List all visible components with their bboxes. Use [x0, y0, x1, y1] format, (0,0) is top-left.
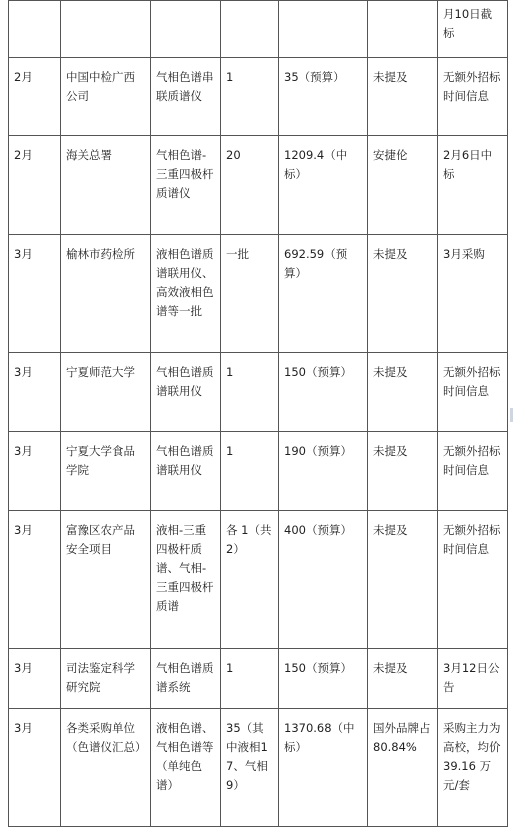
cell-month: 3月: [9, 649, 61, 709]
cell-note: 2月6日中标: [438, 136, 508, 235]
table-row: [9, 432, 508, 511]
cell-unit: 司法鉴定科学研究院: [61, 649, 151, 709]
cell-qty: 1: [221, 649, 279, 709]
cell-amount: [279, 1, 368, 58]
cell-note: 无额外招标时间信息: [438, 432, 508, 511]
cell-note: 月10日截标: [438, 1, 508, 58]
cell-note: 无额外招标时间信息: [438, 353, 508, 432]
cell-note: 无额外招标时间信息: [438, 58, 508, 136]
cell-unit: 海关总署: [61, 136, 151, 235]
cell-qty: [221, 1, 279, 58]
cell-brand: 未提及: [368, 511, 438, 649]
cell-brand: 未提及: [368, 58, 438, 136]
table-row: [9, 235, 508, 353]
cell-brand: 国外品牌占 80.84%: [368, 709, 438, 827]
cell-amount: 400（预算）: [279, 511, 368, 649]
cell-month: 3月: [9, 709, 61, 827]
cell-brand: 未提及: [368, 235, 438, 353]
table-row: [9, 58, 508, 136]
cell-brand: 未提及: [368, 649, 438, 709]
cell-qty: 一批: [221, 235, 279, 353]
cell-unit: 榆林市药检所: [61, 235, 151, 353]
cell-equipment: 气相色谱串联质谱仪: [151, 58, 221, 136]
cell-brand: 未提及: [368, 432, 438, 511]
table-row: [9, 709, 508, 827]
cell-unit: 各类采购单位（色谱仪汇总）: [61, 709, 151, 827]
cell-month: 3月: [9, 511, 61, 649]
cell-unit: 富豫区农产品安全项目: [61, 511, 151, 649]
table-row: [9, 353, 508, 432]
table-row: [9, 136, 508, 235]
cell-equipment: 液相色谱质谱联用仪、高效液相色谱等一批: [151, 235, 221, 353]
cell-note: 3月采购: [438, 235, 508, 353]
cell-equipment: 气相色谱质谱联用仪: [151, 432, 221, 511]
cell-qty: 各 1（共 2）: [221, 511, 279, 649]
cell-note: 采购主力为高校，均价 39.16 万元/套: [438, 709, 508, 827]
cell-amount: 1370.68（中标）: [279, 709, 368, 827]
cell-brand: 未提及: [368, 353, 438, 432]
cell-month: [9, 1, 61, 58]
cell-unit: [61, 1, 151, 58]
procurement-table: [8, 0, 508, 827]
cell-equipment: 液相-三重四极杆质谱、气相-三重四极杆质谱: [151, 511, 221, 649]
cell-brand: [368, 1, 438, 58]
cell-qty: 35（其中液相17、气相 9）: [221, 709, 279, 827]
cell-unit: 宁夏师范大学: [61, 353, 151, 432]
table-row: [9, 511, 508, 649]
cell-amount: 150（预算）: [279, 649, 368, 709]
table-row: [9, 1, 508, 58]
cell-amount: 150（预算）: [279, 353, 368, 432]
cell-unit: 宁夏大学食品学院: [61, 432, 151, 511]
cell-equipment: 液相色谱、气相色谱等（单纯色谱）: [151, 709, 221, 827]
cell-note: 无额外招标时间信息: [438, 511, 508, 649]
cell-month: 3月: [9, 432, 61, 511]
cell-amount: 692.59（预算）: [279, 235, 368, 353]
cell-unit: 中国中检广西公司: [61, 58, 151, 136]
cell-equipment: 气相色谱质谱系统: [151, 649, 221, 709]
cell-brand: 安捷伦: [368, 136, 438, 235]
scroll-indicator: [510, 408, 513, 422]
cell-month: 3月: [9, 353, 61, 432]
cell-qty: 1: [221, 58, 279, 136]
cell-equipment: 气相色谱质谱联用仪: [151, 353, 221, 432]
cell-qty: 1: [221, 432, 279, 511]
cell-month: 3月: [9, 235, 61, 353]
cell-amount: 35（预算）: [279, 58, 368, 136]
cell-amount: 190（预算）: [279, 432, 368, 511]
cell-month: 2月: [9, 136, 61, 235]
cell-note: 3月12日公告: [438, 649, 508, 709]
cell-qty: 20: [221, 136, 279, 235]
cell-month: 2月: [9, 58, 61, 136]
cell-equipment: [151, 1, 221, 58]
cell-qty: 1: [221, 353, 279, 432]
cell-amount: 1209.4（中标）: [279, 136, 368, 235]
cell-equipment: 气相色谱-三重四极杆质谱仪: [151, 136, 221, 235]
table-row: [9, 649, 508, 709]
